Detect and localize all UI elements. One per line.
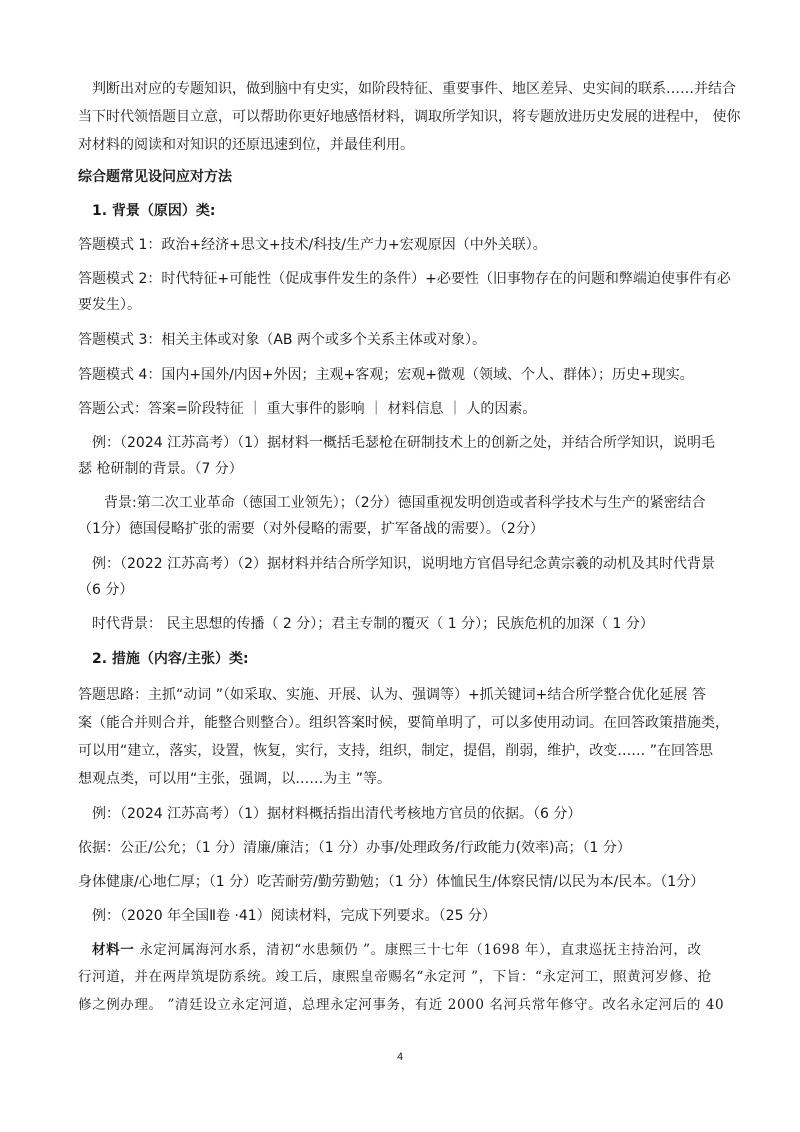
basis-line-1: 依据：公正/公允；（1 分）清廉/廉洁；（1 分）办事/处理政务/行政能力(效率)高；（1 分）	[78, 840, 631, 856]
example-4: 例：（2020 年全国Ⅱ卷 ·41）阅读材料，完成下列要求。（25 分）	[92, 908, 496, 924]
example-2-line-2: （6 分）	[78, 582, 134, 598]
answer-mode-2-line-1: 答题模式 2：时代特征+可能性（促成事件发生的条件）+必要性（旧事物存在的问题和弊端迫使事件有必	[78, 271, 731, 287]
page-number: 4	[396, 1051, 404, 1063]
example-3: 例：（2024 江苏高考）（1）据材料概括指出清代考核地方官员的依据。（6 分）	[92, 806, 582, 822]
intro-line-3: 对材料的阅读和对知识的还原迅速到位，并最佳利用。	[78, 137, 414, 153]
intro-line-1: 判断出对应的专题知识，做到脑中有史实，如阶段特征、重要事件、地区差异、史实间的联系……并结合	[92, 81, 736, 97]
answer-mode-2-line-2: 要发生）。	[78, 297, 141, 313]
answer-mode-1: 答题模式 1：政治+经济+思文+技术/科技/生产力+宏观原因（中外关联）。	[78, 237, 547, 253]
part2-heading: 2. 措施（内容/主张）类:	[92, 651, 249, 667]
material-label: 材料一	[92, 942, 135, 958]
answer-thought-line-3: 可以用“建立，落实，设置，恢复，实行，支持，组织，制定，提倡，削弱，维护，改变…… ”在回答思	[78, 743, 713, 759]
example-2-line-1: 例：（2022 江苏高考）（2）据材料并结合所学知识，说明地方官倡导纪念黄宗羲的动机及其时代背景	[92, 556, 715, 572]
answer-mode-4: 答题模式 4：国内+国外/内因+外因；主观+客观；宏观+微观（领域、个人、群体）；历史+现实。	[78, 367, 694, 383]
material-line-3: 修之例办理。 ”清廷设立永定河道，总理永定河事务，有近 2000 名河兵常年修守。改名永定河后的 40	[78, 997, 725, 1013]
example-1-line-1: 例：（2024 江苏高考）（1）据材料一概括毛瑟枪在研制技术上的创新之处，并结合所学知识，说明毛	[92, 435, 715, 451]
basis-line-2: 身体健康/心地仁厚；（1 分）吃苦耐劳/勤劳勤勉；（1 分）体恤民生/体察民情/以民为本/民本。（1分）	[78, 874, 705, 890]
example-1-line-2: 瑟 枪研制的背景。（7 分）	[78, 461, 243, 477]
material-line-1	[92, 941, 702, 959]
answer-1-line-2: （1分）德国侵略扩张的需要（对外侵略的需要，扩军备战的需要）。（2分）	[78, 521, 544, 537]
answer-thought-line-1: 答题思路：主抓“动词 ”（如采取、实施、开展、认为、强调等）+抓关键词+结合所学整合优化延展 答	[78, 687, 706, 703]
answer-thought-line-4: 想观点类，可以用“主张，强调，以……为主 ”等。	[78, 771, 391, 787]
material-line-2: 行河道，并在两岸筑堤防系统。竣工后，康熙皇帝赐名“永定河 ”，下旨：“永定河工，照黄河岁修、抢	[78, 969, 712, 985]
answer-mode-3: 答题模式 3：相关主体或对象（AB 两个或多个关系主体或对象）。	[78, 332, 486, 348]
material-line-1-text: 永定河属海河水系，清初“水患频仍 ”。康熙三十七年（1698 年），直隶巡抚主持治河，改	[134, 942, 702, 958]
answer-formula: 答题公式：答案=阶段特征 ｜ 重大事件的影响 ｜ 材料信息 ｜ 人的因素。	[78, 401, 537, 417]
answer-1-line-1: 背景:第二次工业革命（德国工业领先）；（2分）德国重视发明创造或者科学技术与生产的紧密结合	[104, 495, 706, 511]
intro-line-2: 当下时代领悟题目立意，可以帮助你更好地感悟材料，调取所学知识，将专题放进历史发展的进程中， 使你	[78, 109, 741, 125]
answer-thought-line-2: 案（能合并则合并，能整合则整合）。组织答案时候，要简单明了，可以多使用动词。在回答政策措施类，	[78, 715, 729, 731]
section-title: 综合题常见设问应对方法	[78, 169, 232, 185]
part1-heading: 1. 背景（原因）类:	[92, 203, 216, 219]
answer-2: 时代背景： 民主思想的传播（ 2 分）；君主专制的覆灭（ 1 分）；民族危机的加深（ 1 分）	[92, 616, 654, 632]
